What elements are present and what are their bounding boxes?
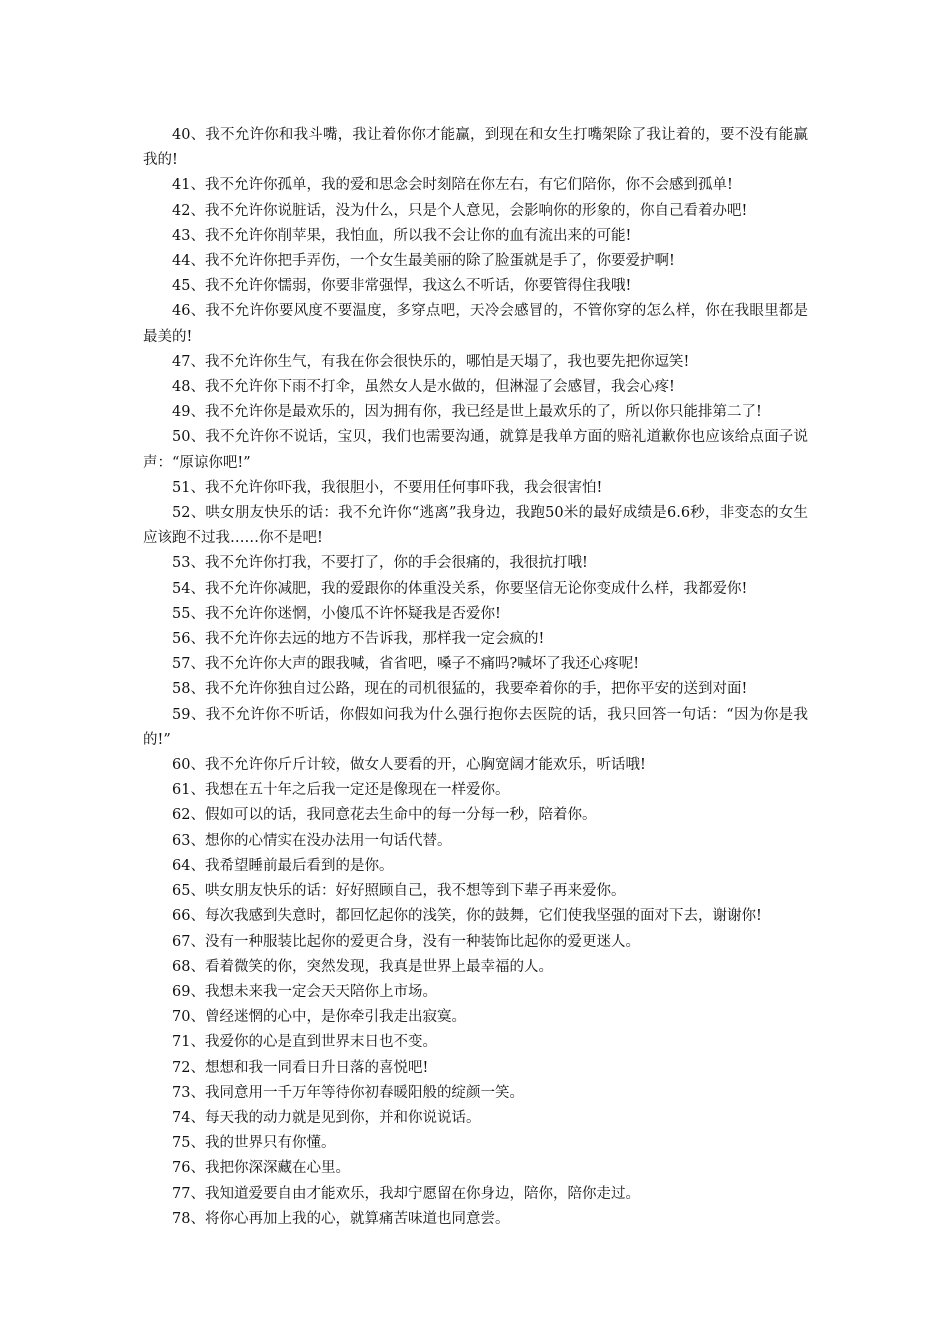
- paragraph: 44、我不允许你把手弄伤，一个女生最美丽的除了脸蛋就是手了，你要爱护啊!: [172, 253, 675, 270]
- paragraph: 58、我不允许你独自过公路，现在的司机很猛的，我要牵着你的手，把你平安的送到对面!: [172, 681, 748, 698]
- paragraph: 67、没有一种服装比起你的爱更合身，没有一种装饰比起你的爱更迷人。: [172, 933, 640, 950]
- paragraph: 69、我想未来我一定会天天陪你上市场。: [172, 983, 437, 1000]
- paragraph: 45、我不允许你懦弱，你要非常强悍，我这么不听话，你要管得住我哦!: [172, 278, 632, 295]
- paragraph: 46、我不允许你要风度不要温度，多穿点吧，天冷会感冒的，不管你穿的怎么样，你在我眼里都是最美的!: [143, 303, 808, 345]
- paragraph: 43、我不允许你削苹果，我怕血，所以我不会让你的血有流出来的可能!: [172, 227, 632, 244]
- paragraph: 54、我不允许你减肥，我的爱跟你的体重没关系，你要坚信无论你变成什么样，我都爱你!: [172, 580, 748, 597]
- paragraph: 74、每天我的动力就是见到你，并和你说说话。: [172, 1109, 481, 1126]
- paragraph: 75、我的世界只有你懂。: [172, 1135, 336, 1152]
- paragraph: 42、我不允许你说脏话，没为什么，只是个人意见，会影响你的形象的，你自己看着办吧!: [172, 202, 748, 219]
- paragraph: 63、想你的心情实在没办法用一句话代替。: [172, 832, 452, 849]
- paragraph: 61、我想在五十年之后我一定还是像现在一样爱你。: [172, 782, 510, 799]
- document-body: [143, 123, 808, 1232]
- paragraph: 48、我不允许你下雨不打伞，虽然女人是水做的，但淋湿了会感冒，我会心疼!: [172, 379, 675, 396]
- paragraph: 71、我爱你的心是直到世界末日也不变。: [172, 1034, 437, 1051]
- paragraph: 60、我不允许你斤斤计较，做女人要看的开，心胸宽阔才能欢乐，听话哦!: [172, 757, 646, 774]
- paragraph: 52、哄女朋友快乐的话：我不允许你“逃离”我身边，我跑50米的最好成绩是6.6秒，非变态的女生应该跑不过我……你不是吧!: [143, 505, 808, 547]
- paragraph: 57、我不允许你大声的跟我喊，省省吧，嗓子不痛吗?喊坏了我还心疼呢!: [172, 656, 640, 673]
- paragraph: 72、想想和我一同看日升日落的喜悦吧!: [172, 1059, 429, 1076]
- paragraph: 59、我不允许你不听话，你假如问我为什么强行抱你去医院的话，我只回答一句话：“因为你是我的!”: [143, 706, 808, 748]
- paragraph: 62、假如可以的话，我同意花去生命中的每一分每一秒，陪着你。: [172, 807, 597, 824]
- paragraph: 40、我不允许你和我斗嘴，我让着你你才能赢，到现在和女生打嘴架除了我让着的，要不没有能赢我的!: [143, 127, 808, 169]
- paragraph: 53、我不允许你打我，不要打了，你的手会很痛的，我很抗打哦!: [172, 555, 588, 572]
- paragraph: 68、看着微笑的你，突然发现，我真是世界上最幸福的人。: [172, 958, 553, 975]
- paragraph: 78、将你心再加上我的心，就算痛苦味道也同意尝。: [172, 1210, 510, 1227]
- paragraph: 47、我不允许你生气，有我在你会很快乐的，哪怕是天塌了，我也要先把你逗笑!: [172, 353, 690, 370]
- paragraph: 70、曾经迷惘的心中，是你牵引我走出寂寞。: [172, 1009, 466, 1026]
- paragraph: 77、我知道爱要自由才能欢乐，我却宁愿留在你身边，陪你，陪你走过。: [172, 1185, 640, 1202]
- paragraph: 55、我不允许你迷惘，小傻瓜不许怀疑我是否爱你!: [172, 605, 501, 622]
- paragraph: 64、我希望睡前最后看到的是你。: [172, 857, 394, 874]
- paragraph: 50、我不允许你不说话，宝贝，我们也需要沟通，就算是我单方面的赔礼道歉你也应该给点面子说声：“原谅你吧!”: [143, 429, 808, 471]
- paragraph: 49、我不允许你是最欢乐的，因为拥有你，我已经是世上最欢乐的了，所以你只能排第二了!: [172, 404, 762, 421]
- paragraph: 56、我不允许你去远的地方不告诉我，那样我一定会疯的!: [172, 631, 545, 648]
- paragraph: 66、每次我感到失意时，都回忆起你的浅笑，你的鼓舞，它们使我坚强的面对下去，谢谢你!: [172, 908, 762, 925]
- paragraph: 73、我同意用一千万年等待你初春暖阳般的绽颜一笑。: [172, 1084, 524, 1101]
- paragraph: 51、我不允许你吓我，我很胆小，不要用任何事吓我，我会很害怕!: [172, 479, 603, 496]
- paragraph: 41、我不允许你孤单，我的爱和思念会时刻陪在你左右，有它们陪你，你不会感到孤单!: [172, 177, 733, 194]
- paragraph: 76、我把你深深藏在心里。: [172, 1160, 350, 1177]
- paragraph: 65、哄女朋友快乐的话：好好照顾自己，我不想等到下辈子再来爱你。: [172, 883, 626, 900]
